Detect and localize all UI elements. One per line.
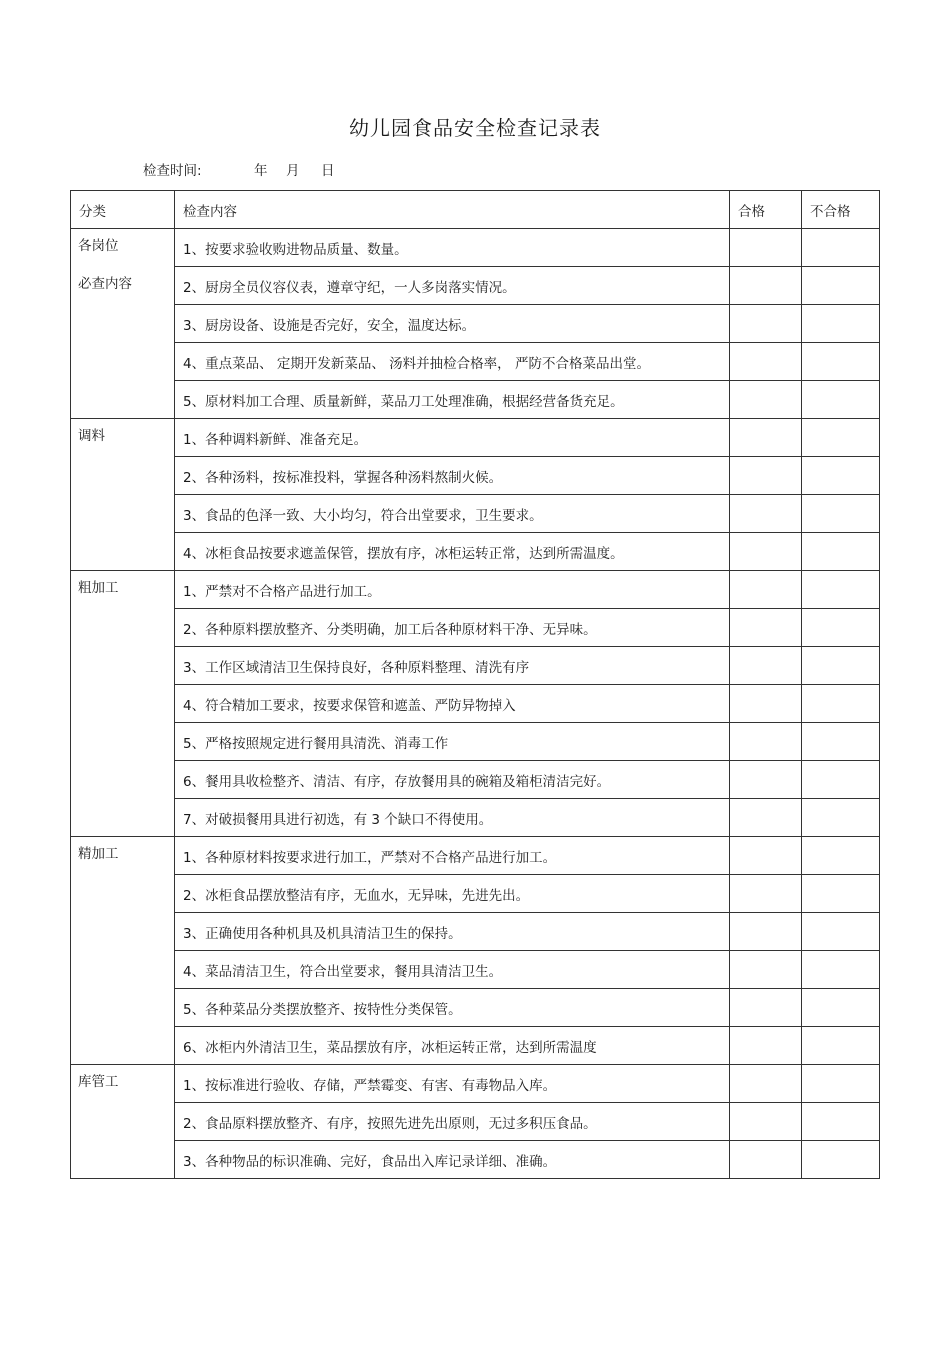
category-label: 库管工 — [78, 1074, 119, 1090]
pass-cell[interactable] — [730, 799, 802, 837]
fail-cell[interactable] — [802, 761, 880, 799]
fail-cell[interactable] — [802, 647, 880, 685]
table-row — [71, 419, 880, 457]
table-row — [71, 837, 880, 875]
table-row — [71, 267, 880, 305]
check-item: 2、各种原料摆放整齐、分类明确，加工后各种原材料干净、无异味。 — [175, 609, 730, 647]
table-row — [71, 913, 880, 951]
fail-cell[interactable] — [802, 1103, 880, 1141]
table-row — [71, 761, 880, 799]
check-item: 4、重点菜品、 定期开发新菜品、 汤料并抽检合格率， 严防不合格菜品出堂。 — [175, 343, 730, 381]
pass-cell[interactable] — [730, 1065, 802, 1103]
fail-cell[interactable] — [802, 457, 880, 495]
fail-cell[interactable] — [802, 229, 880, 267]
fail-cell[interactable] — [802, 723, 880, 761]
check-item: 1、各种原材料按要求进行加工，严禁对不合格产品进行加工。 — [175, 837, 730, 875]
table-row — [71, 685, 880, 723]
category-label: 必查内容 — [78, 276, 132, 292]
fail-cell[interactable] — [802, 419, 880, 457]
year-label: 年 — [254, 163, 268, 179]
fail-cell[interactable] — [802, 1065, 880, 1103]
table-row — [71, 989, 880, 1027]
category-label: 调料 — [78, 428, 105, 444]
check-item: 3、厨房设备、设施是否完好，安全，温度达标。 — [175, 305, 730, 343]
pass-cell[interactable] — [730, 571, 802, 609]
fail-cell[interactable] — [802, 685, 880, 723]
category-cell — [71, 229, 175, 419]
pass-cell[interactable] — [730, 1103, 802, 1141]
fail-cell[interactable] — [802, 951, 880, 989]
category-cell — [71, 837, 175, 1065]
month-label: 月 — [286, 163, 300, 179]
check-item: 4、冰柜食品按要求遮盖保管，摆放有序，冰柜运转正常，达到所需温度。 — [175, 533, 730, 571]
table-row — [71, 343, 880, 381]
fail-cell[interactable] — [802, 875, 880, 913]
check-item: 4、符合精加工要求，按要求保管和遮盖、严防异物掉入 — [175, 685, 730, 723]
check-item: 1、按标准进行验收、存储，严禁霉变、有害、有毒物品入库。 — [175, 1065, 730, 1103]
check-item: 3、食品的色泽一致、大小均匀，符合出堂要求，卫生要求。 — [175, 495, 730, 533]
table-row — [71, 1027, 880, 1065]
table-row — [71, 647, 880, 685]
fail-cell[interactable] — [802, 1027, 880, 1065]
fail-cell[interactable] — [802, 381, 880, 419]
pass-cell[interactable] — [730, 457, 802, 495]
fail-cell[interactable] — [802, 305, 880, 343]
pass-cell[interactable] — [730, 989, 802, 1027]
pass-cell[interactable] — [730, 419, 802, 457]
page-title: 幼儿园食品安全检查记录表 — [349, 116, 601, 140]
pass-cell[interactable] — [730, 685, 802, 723]
fail-cell[interactable] — [802, 989, 880, 1027]
pass-cell[interactable] — [730, 875, 802, 913]
check-item: 1、各种调料新鲜、准备充足。 — [175, 419, 730, 457]
fail-cell[interactable] — [802, 609, 880, 647]
category-cell — [71, 571, 175, 837]
check-item: 2、冰柜食品摆放整洁有序，无血水，无异味，先进先出。 — [175, 875, 730, 913]
pass-cell[interactable] — [730, 533, 802, 571]
category-label: 各岗位 — [78, 238, 119, 254]
fail-cell[interactable] — [802, 571, 880, 609]
fail-cell[interactable] — [802, 1141, 880, 1179]
check-item: 3、工作区域清洁卫生保持良好，各种原料整理、清洗有序 — [175, 647, 730, 685]
pass-cell[interactable] — [730, 1027, 802, 1065]
check-item: 6、冰柜内外清洁卫生，菜品摆放有序，冰柜运转正常，达到所需温度 — [175, 1027, 730, 1065]
check-item: 4、菜品清洁卫生，符合出堂要求，餐用具清洁卫生。 — [175, 951, 730, 989]
pass-cell[interactable] — [730, 723, 802, 761]
table-row — [71, 875, 880, 913]
check-item: 5、严格按照规定进行餐用具清洗、消毒工作 — [175, 723, 730, 761]
header-pass: 合格 — [730, 191, 802, 229]
check-item: 2、食品原料摆放整齐、有序，按照先进先出原则，无过多积压食品。 — [175, 1103, 730, 1141]
table-row — [71, 1141, 880, 1179]
pass-cell[interactable] — [730, 495, 802, 533]
check-item: 6、餐用具收检整齐、清洁、有序，存放餐用具的碗箱及箱柜清洁完好。 — [175, 761, 730, 799]
check-item: 3、正确使用各种机具及机具清洁卫生的保持。 — [175, 913, 730, 951]
check-item: 5、原材料加工合理、质量新鲜，菜品刀工处理准确，根据经营备货充足。 — [175, 381, 730, 419]
pass-cell[interactable] — [730, 951, 802, 989]
table-header-row — [71, 191, 880, 229]
category-label: 精加工 — [78, 846, 119, 862]
check-item: 3、各种物品的标识准确、完好，食品出入库记录详细、准确。 — [175, 1141, 730, 1179]
fail-cell[interactable] — [802, 799, 880, 837]
table-row — [71, 571, 880, 609]
table-row — [71, 609, 880, 647]
check-item: 2、厨房全员仪容仪表，遵章守纪，一人多岗落实情况。 — [175, 267, 730, 305]
pass-cell[interactable] — [730, 305, 802, 343]
table-row — [71, 723, 880, 761]
header-category: 分类 — [71, 191, 175, 229]
check-item: 1、按要求验收购进物品质量、数量。 — [175, 229, 730, 267]
pass-cell[interactable] — [730, 837, 802, 875]
check-item: 2、各种汤料，按标准投料，掌握各种汤料熬制火候。 — [175, 457, 730, 495]
header-fail: 不合格 — [802, 191, 880, 229]
fail-cell[interactable] — [802, 343, 880, 381]
table-row — [71, 457, 880, 495]
header-content: 检查内容 — [175, 191, 730, 229]
pass-cell[interactable] — [730, 761, 802, 799]
check-item: 1、严禁对不合格产品进行加工。 — [175, 571, 730, 609]
table-row — [71, 1065, 880, 1103]
table-row — [71, 229, 880, 267]
fail-cell[interactable] — [802, 533, 880, 571]
pass-cell[interactable] — [730, 381, 802, 419]
category-cell — [71, 1065, 175, 1179]
fail-cell[interactable] — [802, 837, 880, 875]
fail-cell[interactable] — [802, 267, 880, 305]
pass-cell[interactable] — [730, 647, 802, 685]
pass-cell[interactable] — [730, 229, 802, 267]
inspection-date-label: 检查时间: — [143, 163, 202, 179]
pass-cell[interactable] — [730, 609, 802, 647]
table-row — [71, 381, 880, 419]
table-row — [71, 1103, 880, 1141]
pass-cell[interactable] — [730, 343, 802, 381]
table-row — [71, 305, 880, 343]
fail-cell[interactable] — [802, 913, 880, 951]
category-cell — [71, 419, 175, 571]
pass-cell[interactable] — [730, 913, 802, 951]
check-item: 5、各种菜品分类摆放整齐、按特性分类保管。 — [175, 989, 730, 1027]
table-row — [71, 951, 880, 989]
day-label: 日 — [321, 163, 335, 179]
pass-cell[interactable] — [730, 267, 802, 305]
table-row — [71, 533, 880, 571]
table-row — [71, 495, 880, 533]
pass-cell[interactable] — [730, 1141, 802, 1179]
fail-cell[interactable] — [802, 495, 880, 533]
inspection-table — [70, 190, 880, 1179]
check-item: 7、对破损餐用具进行初选，有 3 个缺口不得使用。 — [175, 799, 730, 837]
category-label: 粗加工 — [78, 580, 119, 596]
table-row — [71, 799, 880, 837]
